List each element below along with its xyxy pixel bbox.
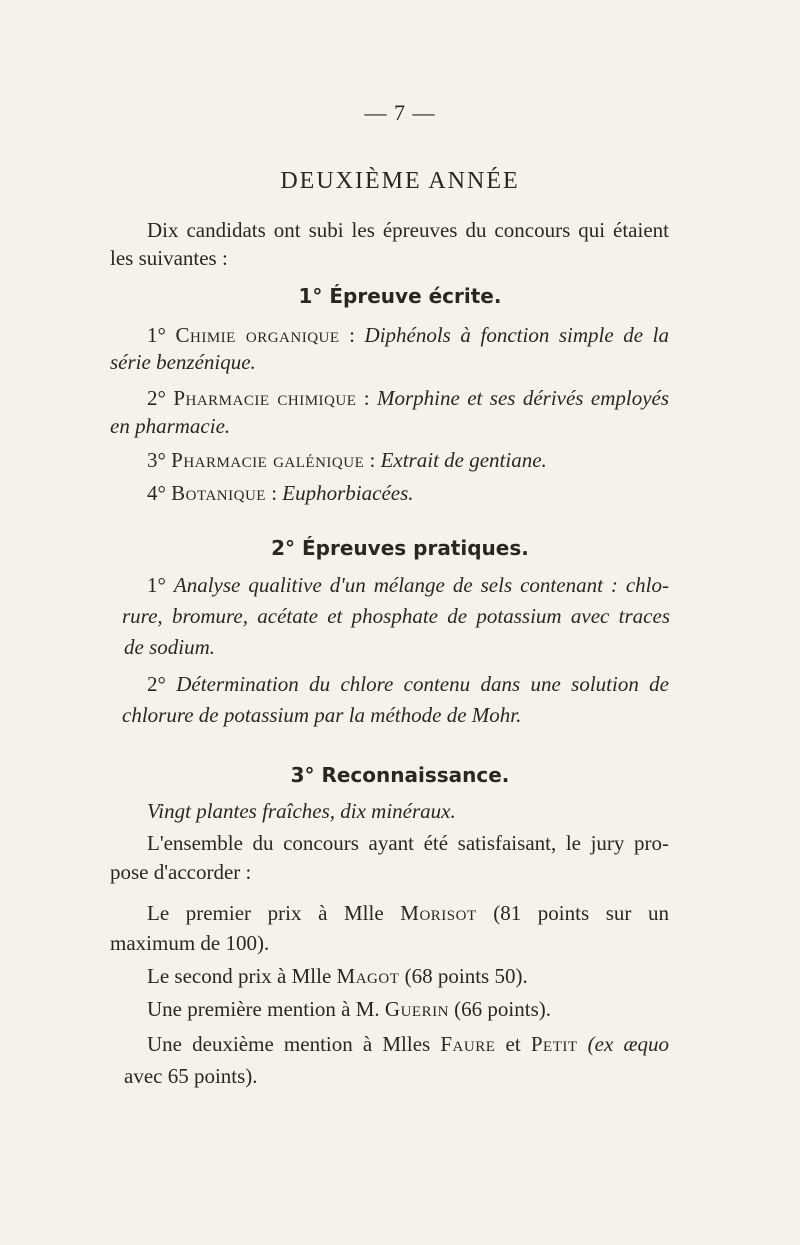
award-mention-1 — [147, 997, 669, 1022]
written-item-4 — [147, 481, 669, 506]
written-item-2 — [0, 386, 669, 411]
item-number: 3° — [147, 448, 166, 472]
item-topic: Morphine et ses dérivés employés — [377, 386, 670, 410]
written-item-2-cont: en pharmacie. — [110, 414, 231, 438]
award-second — [147, 964, 669, 989]
item-topic: Diphénols à fonction simple de la — [364, 323, 670, 347]
practical-item-1-line-2: rure, bromure, acétate et phosphate de potassium avec traces — [122, 604, 670, 628]
item-number: 2° — [147, 386, 166, 410]
recognition-text: Vingt plantes fraîches, dix minéraux. — [147, 799, 456, 823]
conclusion-line-1: L'ensemble du concours ayant été satisfaisant, le jury pro- — [147, 831, 669, 855]
award-text: (ex æquo — [577, 1032, 669, 1056]
item-number: 1° — [147, 573, 166, 597]
award-text: et — [495, 1032, 531, 1056]
laureate-name: Guerin — [384, 997, 449, 1021]
section-heading-written: 1° Épreuve écrite. — [298, 284, 502, 308]
practical-item-2 — [0, 672, 669, 697]
page-number: — 7 — — [364, 100, 436, 125]
written-item-1 — [0, 323, 669, 348]
award-text: Une deuxième mention à Mlles — [147, 1032, 441, 1056]
item-number: 2° — [147, 672, 166, 696]
intro-line-2: les suivantes : — [110, 246, 228, 270]
laureate-name: Petit — [530, 1032, 578, 1056]
item-topic: Euphorbiacées. — [282, 481, 414, 505]
award-text: Le second prix à Mlle — [147, 964, 337, 988]
item-number: 4° — [147, 481, 166, 505]
item-text: Détermination du chlore contenu dans une solution de — [176, 672, 670, 696]
award-first — [0, 901, 669, 926]
award-text: Une première mention à M. — [147, 997, 385, 1021]
award-text: (66 points). — [448, 997, 551, 1021]
written-item-3 — [147, 448, 669, 473]
section-heading-practical: 2° Épreuves pratiques. — [271, 536, 529, 560]
section-heading-recognition: 3° Reconnaissance. — [290, 763, 510, 787]
award-text: (81 points sur un — [476, 901, 670, 925]
item-text: Analyse qualitive d'un mélange de sels contenant : chlo- — [173, 573, 669, 597]
item-separator: : — [356, 386, 378, 410]
item-separator: : — [364, 448, 381, 472]
laureate-name: Morisot — [400, 901, 477, 925]
laureate-name: Faure — [440, 1032, 496, 1056]
practical-item-2-line-2: chlorure de potassium par la méthode de Mohr. — [122, 703, 522, 727]
item-subject: Pharmacie chimique — [173, 386, 357, 410]
intro-line-1: Dix candidats ont subi les épreuves du concours qui étaient — [147, 218, 669, 242]
item-subject: Chimie organique — [175, 323, 340, 347]
practical-item-1 — [0, 573, 669, 598]
award-text: (68 points 50). — [399, 964, 528, 988]
award-mention-2-line-2: avec 65 points). — [124, 1064, 258, 1088]
practical-item-1-line-3: de sodium. — [124, 635, 215, 659]
item-separator: : — [265, 481, 283, 505]
award-text: Le premier prix à Mlle — [147, 901, 401, 925]
item-topic: Extrait de gentiane. — [380, 448, 547, 472]
award-first-line-2: maximum de 100). — [110, 931, 270, 955]
item-number: 1° — [147, 323, 166, 347]
written-item-1-cont: série benzénique. — [110, 350, 256, 374]
item-subject: Botanique — [171, 481, 266, 505]
item-separator: : — [339, 323, 365, 347]
award-mention-2 — [0, 1032, 669, 1057]
page-title: DEUXIÈME ANNÉE — [280, 168, 520, 194]
laureate-name: Magot — [336, 964, 400, 988]
conclusion-line-2: pose d'accorder : — [110, 860, 252, 884]
item-subject: Pharmacie galénique — [171, 448, 365, 472]
